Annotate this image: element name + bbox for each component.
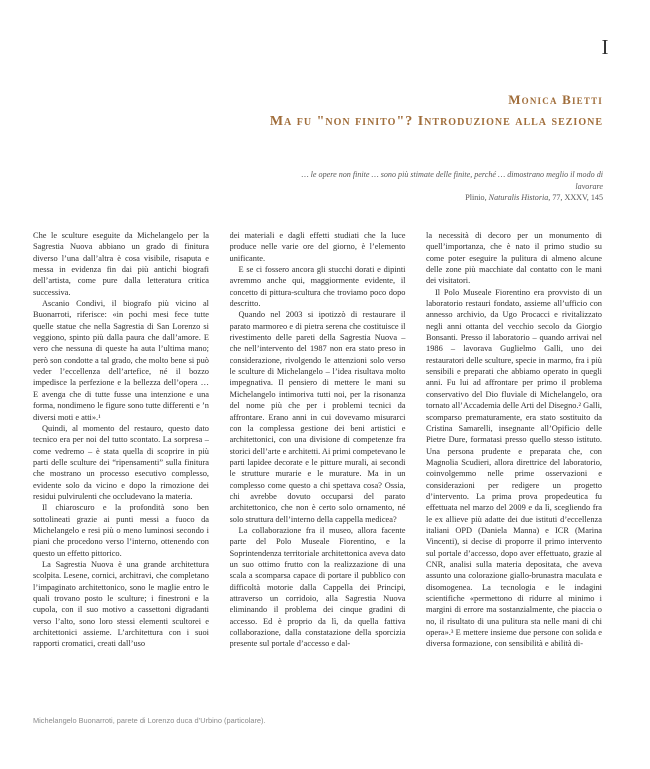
epigraph-quote: … le opere non finite … sono più stimate delle finite, perché … dimostrano meglio il modo di lavorare <box>301 170 603 191</box>
epigraph-source-author: Plinio, <box>465 193 487 202</box>
paragraph: La Sagrestia Nuova è una grande architettura scolpita. Lesene, cornici, architravi, che completano l’impaginato architettonico, sono le maglie entro le quali trovano posto le sculture; i finestroni e la cupola, con il suo motivo a cassettoni digradanti verso l’alto, sono loro stessi elementi scultorei e architettonici assieme. L’architettura con i suoi rapporti cromatici, creati dall’uso <box>33 559 209 649</box>
paragraph: Ascanio Condivi, il biografo più vicino al Buonarroti, riferisce: «in pochi mesi fece tutte quelle statue che nella Sagrestia di San Lorenzo si veggiono, spinto più dalla paura che dall’amore. E vero che nessuna di queste ha auta l’ultima mano; però son condotte a tal grado, che molto bene si può veder l’eccellenza dell’artefice, né il bozzo impedisce la perfezione e la bellezza dell’opera … E avenga che di tutte fusse una intenzione e una forma, nondimeno le figure sono tutte differenti e ’n diversi moti e atti».¹ <box>33 299 209 422</box>
paragraph: Il Polo Museale Fiorentino era provvisto di un laboratorio restauri fondato, assieme all’ufficio con annesso archivio, da Ugo Procacci e rivitalizzato negli anni ottanta del vecchio secolo da Giorgio Bonsanti. Presso il laboratorio – quando arrivai nel 1986 – lavorava Guglielmo Galli, uno dei restauratori delle sculture, specie in marmo, fra i più sensibili e preparati che abbiamo operato in quegli anni. Fu lui ad affrontare per primo il problema conservativo del Dio fluviale di Michelangelo, ora tornato all’Accademia delle Arti del Disegno.² Galli, scomparso prematuramente, era stato sostituito da Cristina Samarelli, insegnante all’Opificio delle Pietre Dure, formatasi presso quello stesso istituto. Una persona prudente e preparata che, con Magnolia Scudieri, allora direttrice del laboratorio, coinvolgemmo nelle prime osservazioni e considerazioni per redigere un progetto d’intervento. La prima prova propedeutica fu effettuata nel marzo del 2009 e da lì, scegliendo fra le ex allieve più adatte dei due istituti d’eccellenza italiani OPD (Daniela Manna) e ICR (Marina Vincenti), si decise di proporre il primo intervento sul portale d’accesso, dopo aver effettuato, grazie al CNR, analisi sulla materia depositata, che aveva assunto una colorazione giallo-brunastra maculata e disomogenea. La tecnologia e le indagini scientifiche «permettono di ridurre al minimo i margini di errore ma sostanzialmente, che piaccia o no, il risultato di una pulitura sta nelle mani di chi opera».³ E mettere insieme due persone con solida e diversa formazione, con sensibilità e abilità di- <box>426 287 602 649</box>
image-caption: Michelangelo Buonarroti, parete di Lorenzo duca d’Urbino (particolare). <box>33 716 266 725</box>
paragraph: Quindi, al momento del restauro, questo dato tecnico era per noi del tutto scontato. La sorpresa – come vedremo – è stata quella di scoprire in più parti delle sculture dei “ripensamenti” sulla finitura che mostrano un processo esecutivo complesso, evidente solo da vicino e dopo la rimozione dei residui pulvirulenti che occludevano la materia. <box>33 423 209 501</box>
epigraph-source <box>273 192 603 204</box>
text-column-2 <box>230 230 406 690</box>
text-column-1 <box>33 230 209 690</box>
section-title: Ma fu "non finito"? Introduzione alla sezione <box>269 114 603 129</box>
paragraph: Che le sculture eseguite da Michelangelo per la Sagrestia Nuova abbiano un grado di finitura diverso l’una dall’altra è cosa visibile, risaputa e messa in evidenza fin dai più antichi biografi dell’artista, come pure dalla letteratura critica successiva. <box>33 231 209 297</box>
epigraph-source-ref: 77, XXXV, 145 <box>552 193 603 202</box>
paragraph: La collaborazione fra il museo, allora facente parte del Polo Museale Fiorentino, e la Soprintendenza territoriale architettonica aveva dato un suo ottimo frutto con la realizzazione di una scala a scomparsa capace di portare il pubblico con difficoltà motorie dalla Cappella dei Principi, attraverso un corridoio, alla Sagrestia Nuova eliminando il problema dei cinque gradini di accesso. Ed è proprio da lì, da quella fattiva collaborazione, dalla constatazione della sporcizia presente sul portale d’accesso e dal- <box>229 525 406 649</box>
epigraph <box>273 169 603 204</box>
epigraph-source-title: Naturalis Historia, <box>488 193 551 202</box>
author-name: Monica Bietti <box>508 92 603 107</box>
paragraph: E se ci fossero ancora gli stucchi dorati e dipinti avremmo anche qui, maggiormente evidente, il concetto di pittura-scultura che troviamo poco dopo descritto. <box>229 265 406 309</box>
text-column-3 <box>426 230 602 690</box>
body-columns <box>33 230 602 690</box>
paragraph: la necessità di decoro per un monumento di quell’importanza, che è nato il primo studio su come poter eseguire la pulitura di almeno alcune delle zone più macchiate dal contatto con le mani dei visitatori. <box>426 231 602 286</box>
paragraph: Il chiaroscuro e la profondità sono ben sottolineati grazie ai punti messi a fuoco da Michelangelo e resi più o meno luminosi secondo i piani che procedono verso l’interno, ottenendo con questo un effetto pittorico. <box>33 503 209 558</box>
paragraph: dei materiali e dagli effetti studiati che la luce produce nelle varie ore del giorno, è l’elemento unificante. <box>229 231 406 263</box>
paragraph: Quando nel 2003 si ipotizzò di restaurare il parato marmoreo e di pietra serena che costituisce il rivestimento delle pareti della Sagrestia Nuova – che nell’intervento del 1987 non era stato preso in considerazione, rivolgendo le attenzioni solo verso le sculture di Michelangelo – l’idea risultava molto impegnativa. Il pensiero di mettere le mani su Michelangelo intimoriva tutti noi, per la risonanza del nome più che per i problemi tecnici da affrontare. Erano anni in cui dovevamo misurarci con la complessa gestione dei beni artistici e architettonici, con una divisione di competenze fra storici dell’arte e architetti. Ai primi competevano le parti lapidee decorate e le pitture murali, ai secondi le strutture murarie e le murature. Ma in un complesso come questo a chi spettava cosa? Ossia, chi avrebbe dovuto occuparsi del parato architettonico, che non è certo solo ornamento, né solo struttura dell’interno della cappella medicea? <box>229 310 406 524</box>
page-number: I <box>601 35 609 59</box>
